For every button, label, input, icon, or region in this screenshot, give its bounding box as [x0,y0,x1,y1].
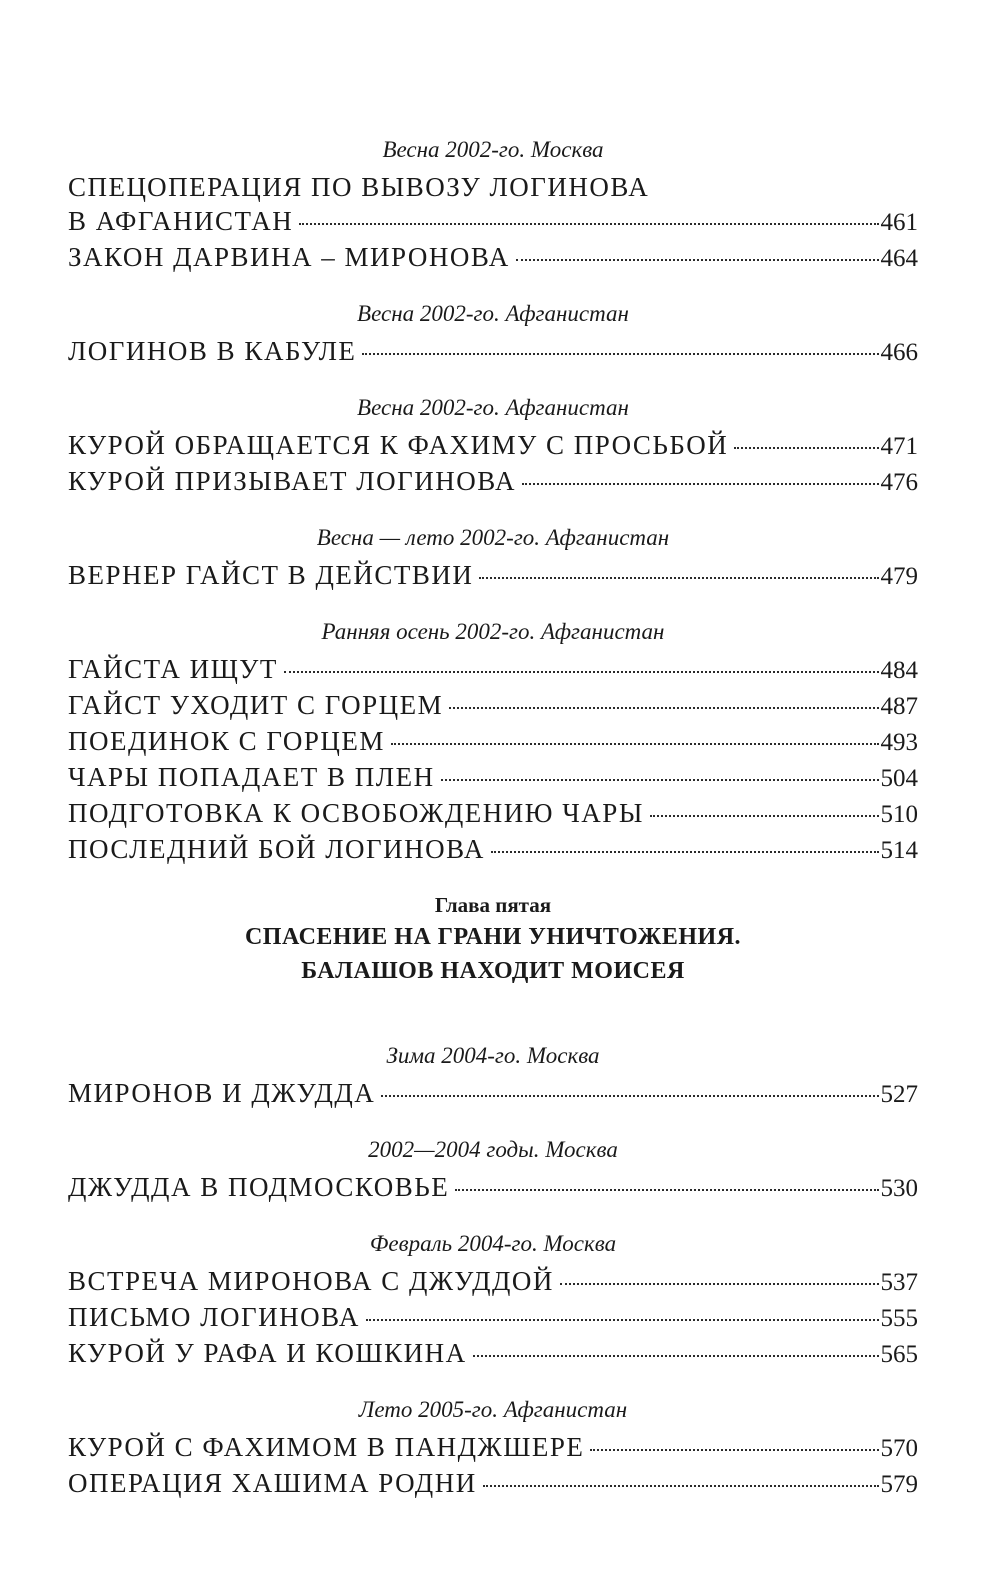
dot-leader [473,1355,879,1357]
toc-entry [68,558,918,594]
entry-title: ПОДГОТОВКА К ОСВОБОЖДЕНИЮ ЧАРЫ [68,798,644,828]
toc-section [68,298,918,370]
section-heading: 2002—2004 годы. Москва [368,1137,618,1162]
dot-leader [491,851,879,853]
dot-leader [650,815,879,817]
toc-entry [68,832,918,868]
section-heading: Ранняя осень 2002-го. Афганистан [321,619,665,644]
toc-entry [68,1300,918,1336]
entry-title: КУРОЙ ОБРАЩАЕТСЯ К ФАХИМУ С ПРОСЬБОЙ [68,430,729,460]
dot-leader [362,353,878,355]
entry-page-number: 471 [880,433,918,460]
toc-entry [68,796,918,832]
section-heading: Весна 2002-го. Афганистан [357,395,629,420]
dot-leader [284,671,879,673]
entry-page-number: 504 [880,765,918,792]
toc-entry [68,760,918,796]
entry-page-number: 493 [880,729,918,756]
toc-entry [68,1170,918,1206]
section-heading: Февраль 2004-го. Москва [369,1231,617,1256]
dot-leader [479,577,878,579]
section-heading: Весна 2002-го. Москва [382,137,604,162]
toc-entry [68,1264,918,1300]
toc-entry [68,652,918,688]
entry-page-number: 579 [880,1471,918,1498]
entry-title: ВСТРЕЧА МИРОНОВА С ДЖУДДОЙ [68,1266,554,1296]
entry-page-number: 464 [880,245,918,272]
entry-page-number: 555 [880,1305,918,1332]
entry-page-number: 570 [880,1435,918,1462]
entry-title: В АФГАНИСТАН [68,206,294,236]
toc-section [68,134,918,276]
entry-title: ПОЕДИНОК С ГОРЦЕМ [68,726,385,756]
entry-page-number: 514 [880,837,918,864]
toc-entry [68,724,918,760]
entry-page-number: 487 [880,693,918,720]
dot-leader [522,483,878,485]
entry-page-number: 565 [880,1341,918,1368]
entry-title: ОПЕРАЦИЯ ХАШИМА РОДНИ [68,1468,477,1498]
entry-page-number: 461 [880,209,918,236]
toc-group-after-chapter [68,1040,918,1502]
entry-title: ВЕРНЕР ГАЙСТ В ДЕЙСТВИИ [68,560,474,590]
chapter-title-line-1: СПАСЕНИЕ НА ГРАНИ УНИЧТОЖЕНИЯ. [244,924,742,950]
toc-entry [68,1430,918,1466]
toc-entry [68,1076,918,1112]
dot-leader [734,447,878,449]
entry-title: ПОСЛЕДНИЙ БОЙ ЛОГИНОВА [68,834,485,864]
entry-page-number: 527 [880,1081,918,1108]
entry-title: ЗАКОН ДАРВИНА – МИРОНОВА [68,242,510,272]
toc-section [68,1394,918,1502]
entry-page-number: 476 [880,469,918,496]
entry-title: СПЕЦОПЕРАЦИЯ ПО ВЫВОЗУ ЛОГИНОВА [68,172,650,202]
dot-leader [366,1319,879,1321]
toc-section [68,392,918,500]
entry-title: ЧАРЫ ПОПАДАЕТ В ПЛЕН [68,762,435,792]
chapter-title-line-2: БАЛАШОВ НАХОДИТ МОИСЕЯ [301,958,685,984]
entry-page-number: 479 [880,563,918,590]
section-heading: Лето 2005-го. Афганистан [358,1397,628,1422]
section-heading: Весна 2002-го. Афганистан [357,301,629,326]
toc-entry [68,334,918,370]
entry-page-number: 537 [880,1269,918,1296]
toc-section [68,1134,918,1206]
entry-title: МИРОНОВ И ДЖУДДА [68,1078,376,1108]
entry-title: ЛОГИНОВ В КАБУЛЕ [68,336,357,366]
chapter-header [68,890,918,988]
toc-entry [68,428,918,464]
toc-entry [68,1466,918,1502]
dot-leader [441,779,879,781]
table-of-contents [68,134,918,1524]
entry-page-number: 484 [880,657,918,684]
toc-entry [68,464,918,500]
chapter-label: Глава пятая [434,893,552,917]
dot-leader [391,743,879,745]
toc-section [68,522,918,594]
dot-leader [299,223,878,225]
dot-leader [449,707,878,709]
section-heading: Весна — лето 2002-го. Афганистан [316,525,670,550]
dot-leader [455,1189,878,1191]
toc-entry [68,170,918,204]
toc-entry [68,240,918,276]
dot-leader [483,1485,879,1487]
entry-title: ПИСЬМО ЛОГИНОВА [68,1302,360,1332]
toc-section [68,1228,918,1372]
entry-page-number: 510 [880,801,918,828]
toc-section [68,616,918,868]
dot-leader [590,1449,878,1451]
toc-entry [68,1336,918,1372]
toc-group-before-chapter [68,134,918,868]
toc-section [68,1040,918,1112]
section-heading: Зима 2004-го. Москва [386,1043,600,1068]
entry-page-number: 530 [880,1175,918,1202]
entry-title: ГАЙСТА ИЩУТ [68,654,278,684]
entry-title: ГАЙСТ УХОДИТ С ГОРЦЕМ [68,690,444,720]
dot-leader [381,1095,878,1097]
entry-page-number: 466 [880,339,918,366]
toc-entry [68,688,918,724]
dot-leader [560,1283,879,1285]
entry-title: КУРОЙ ПРИЗЫВАЕТ ЛОГИНОВА [68,466,517,496]
toc-entry [68,204,918,240]
dot-leader [516,259,879,261]
entry-title: ДЖУДДА В ПОДМОСКОВЬЕ [68,1172,450,1202]
entry-title: КУРОЙ С ФАХИМОМ В ПАНДЖШЕРЕ [68,1432,585,1462]
entry-title: КУРОЙ У РАФА И КОШКИНА [68,1338,467,1368]
